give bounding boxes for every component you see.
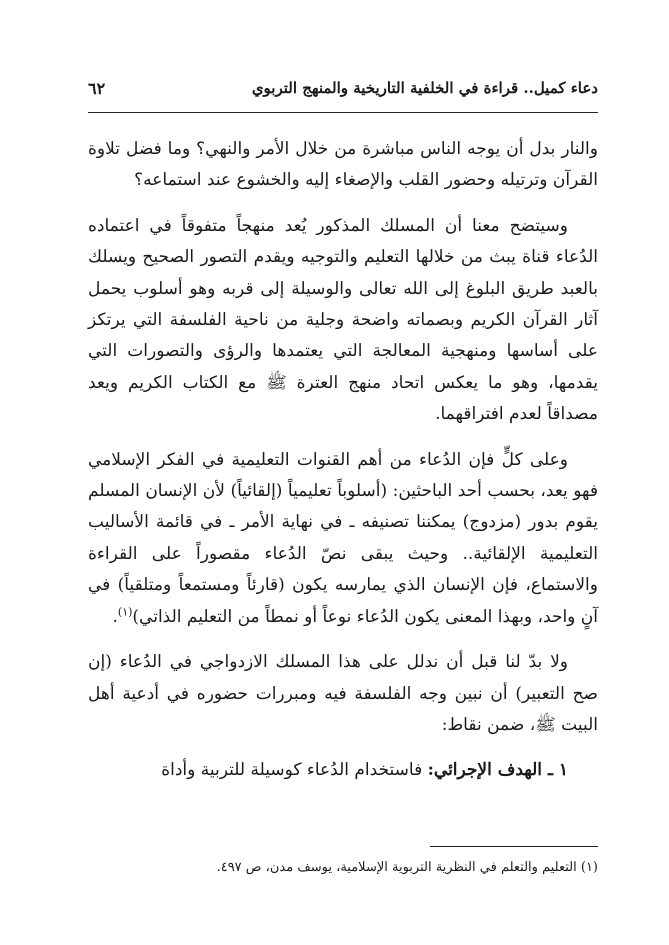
page-number: ٦٢	[88, 78, 106, 98]
footnote-reference[interactable]: (١)	[117, 605, 133, 619]
running-header	[88, 74, 598, 102]
footnote-divider	[430, 846, 598, 847]
paragraph-text: وسيتضح معنا أن المسلك المذكور يُعد منهجاً متفوقاً في اعتماده الدُعاء قناة يبث من خلالها التعليم والتوجيه ويقدم التصور الصحيح ويسلك بالعبد طريق البلوغ إلى الله تعالى والوسيلة إلى قربه وهو أسلوب يحمل آثار القرآن الكريم وبصماته واضحة وجلية من ناحية الفلسفة التي يرتكز على أساسها ومنهجية المعالجة التي يعتمدها والرؤى والتصورات التي يقدمها، وهو ما يعكس اتحاد منهج العترة ﷺ مع الكتاب الكريم ويعد مصداقاً لعدم افتراقهما.	[88, 215, 598, 425]
footnote: (١) التعليم والتعلم في النظرية التربوية الإسلامية، يوسف مدن، ص ٤٩٧.	[216, 860, 598, 875]
paragraph-text: والنار بدل أن يوجه الناس مباشرة من خلال الأمر والنهي؟ وما فضل تلاوة القرآن وترتيله وحضور القلب والإصغاء إليه والخشوع عند استماعه؟	[88, 139, 598, 191]
paragraph	[88, 211, 598, 431]
running-title: دعاء كميل.. قراءة في الخلفية التاريخية والمنهج التربوي	[251, 79, 598, 97]
header-divider	[88, 112, 598, 113]
paragraph	[88, 134, 598, 197]
book-page	[88, 0, 598, 945]
paragraph-text: ولا بدّ لنا قبل أن ندلل على هذا المسلك الازدواجي في الدُعاء (إن صح التعبير) أن نبين وجه الفلسفة فيه ومبررات حضوره في أدعية أهل البيت ﷺ، ضمن نقاط:	[88, 652, 598, 735]
paragraph-text: وعلى كلٍّ فإن الدُعاء من أهم القنوات التعليمية في الفكر الإسلامي فهو يعد، بحسب أحد الباحثين: (أسلوباً تعليمياً (إلقائياً) لأن الإنسان المسلم يقوم بدور (مزدوج) يمكننا تصنيفه ـ في نهاية الأمر ـ في قائمة الأساليب التعليمية الإلقائية.. وحيث يبقى نصّ الدُعاء مقصوراً على القراءة والاستماع، فإن الإنسان الذي يمارسه يكون (قارئاً ومستمعاً ومتلقياً) في آنٍ واحد، وبهذا المعنى يكون الدُعاء نوعاً أو نمطاً من التعليم الذاتي)	[88, 449, 598, 627]
paragraph-text: فاستخدام الدُعاء كوسيلة للتربية وأداة	[161, 760, 428, 781]
body-text	[88, 134, 598, 801]
paragraph	[88, 445, 598, 633]
point-heading: ١ ـ الهدف الإجرائي:	[427, 760, 568, 781]
paragraph	[88, 755, 598, 786]
paragraph	[88, 647, 598, 741]
paragraph-tail: .	[112, 606, 118, 627]
